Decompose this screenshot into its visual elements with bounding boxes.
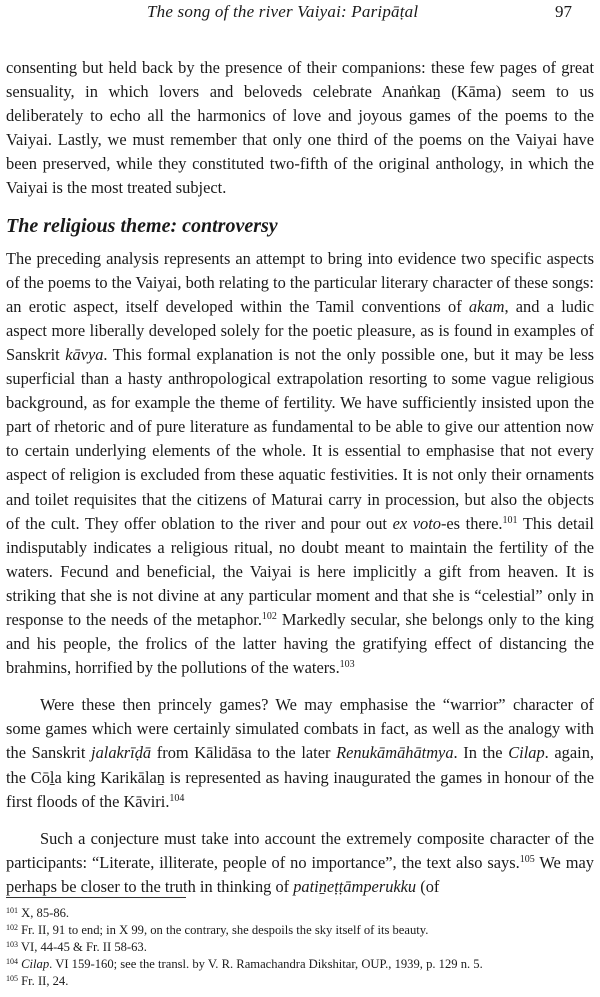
paragraph-continued: consenting but held back by the presence of their companions: these few pages of great sensuality, in which lovers and beloveds celebrate Anaṅkaṉ (Kāma) seem to us deliberately to echo all the harmonics of love and joyous games of the poems to the Vaiyai. Lastly, we must remember that only one third of the poems on the Vaiyai have been preserved, while they constituted two-fifth of the original anthology, in which the Vaiyai is the most treated subject. — [6, 58, 594, 198]
page-number: 97 — [555, 2, 572, 21]
footnote-104 — [6, 956, 596, 973]
text-run: from Kālidāsa to the later — [151, 743, 337, 763]
footnote-number: 101 — [6, 906, 18, 915]
footnote-ref-105[interactable]: 105 — [519, 853, 535, 865]
footnote-ref-104[interactable]: 104 — [169, 792, 185, 804]
text-run: (of — [416, 876, 440, 896]
footnote-number: 105 — [6, 974, 18, 983]
text-run: This detail indisputably indicates a religious ritual, no doubt meant to maintain the fertility of the waters. Fecund and beneficial, the Vaiyai is here implicitly a gift from heaven. It is striking that she is not divine at any particular moment and that she is “celestial” only in response to the needs of the metaphor. — [6, 513, 594, 629]
footnote-italic: Cilap — [21, 957, 50, 971]
footnote-number: 104 — [6, 957, 18, 966]
text-run: We may perhaps be closer to the truth in thinking of — [6, 852, 594, 896]
footnote-102 — [6, 922, 596, 939]
footnote-text: . VI 159-160; see the transl. by V. R. Ramachandra Dikshitar, OUP., 1939, p. 129 n. 5. — [49, 957, 483, 971]
footnote-text: Fr. II, 91 to end; in X 99, on the contrary, she despoils the sky itself of its beauty. — [21, 923, 429, 937]
text-run: . In the — [453, 743, 509, 763]
term-cilap: Cilap — [508, 743, 545, 763]
term-akam: akam — [468, 296, 505, 316]
text-run: , and a ludic aspect more liberally developed solely for the poetic pleasure, as is found in examples of Sanskrit — [6, 296, 594, 364]
footnote-ref-101[interactable]: 101 — [502, 514, 518, 526]
running-header — [0, 2, 600, 24]
text-run: -es there. — [440, 513, 503, 533]
footnote-101 — [6, 905, 596, 922]
text-run: Such a conjecture must take into account the extremely composite character of the participants: “Literate, illiterate, people of no importance”, the text also says. — [6, 828, 594, 872]
text-run: . again, the Cōḻa king Karikālaṉ is represented as having inaugurated the games in honour of the first floods of the Kāviri. — [6, 743, 594, 811]
term-patinettamperukku: patiṉeṭṭāmperukku — [293, 876, 417, 896]
text-run: . This formal explanation is not the only possible one, but it may be less superficial than a hasty anthropological extrapolation resorting to some vague religious background, as for example the theme of fertility. We have sufficiently insisted upon the part of rhetoric and of pure literature as fundamental to be able to give our attention now to certain underlying elements of the whole. It is essential to emphasise that not every aspect of religion is excluded from these aquatic festivities. It is not only their ornaments and toilet requisites that the citizens of Maturai carry in procession, but also the objects of the cult. They offer oblation to the river and pour out — [6, 344, 594, 533]
paragraph-princely-games — [6, 693, 594, 813]
running-title: The song of the river Vaiyai: Paripāṭal — [147, 2, 419, 21]
footnote-number: 102 — [6, 923, 18, 932]
text-run: The preceding analysis represents an attempt to bring into evidence two specific aspects of the poems to the Vaiyai, both relating to the particular literary character of these songs: an erotic aspect, itself developed within the Tamil conventions of — [6, 248, 594, 316]
footnote-number: 103 — [6, 940, 18, 949]
term-renukamahatmya: Renukāmāhātmya — [336, 743, 454, 763]
footnote-103 — [6, 939, 596, 956]
footnote-105 — [6, 973, 596, 990]
section-heading: The religious theme: controversy — [6, 214, 278, 237]
term-kavya: kāvya — [65, 344, 104, 364]
footnote-ref-103[interactable]: 103 — [339, 659, 355, 671]
term-jalakrida: jalakrīḍā — [91, 743, 152, 763]
body-text — [6, 56, 594, 899]
footnote-text: X, 85-86. — [21, 906, 70, 920]
footnotes — [6, 905, 596, 990]
paragraph-conjecture — [6, 827, 594, 899]
text-run: Were these then princely games? We may emphasise the “warrior” character of some games which were certainly simulated combats in fact, as well as the analogy with the Sanskrit — [6, 695, 594, 763]
footnote-text: VI, 44-45 & Fr. II 58-63. — [20, 940, 147, 954]
paragraph-religious-theme — [6, 247, 594, 681]
term-ex-voto: ex voto — [392, 513, 441, 533]
text-run: Markedly secular, she belongs only to the king and his people, the frolics of the latter having the gratifying effect of distancing the brahmins, horrified by the pollutions of the waters. — [6, 609, 594, 678]
footnote-ref-102[interactable]: 102 — [261, 610, 277, 622]
footnote-divider — [6, 897, 186, 898]
footnote-text: Fr. II, 24. — [21, 974, 69, 988]
